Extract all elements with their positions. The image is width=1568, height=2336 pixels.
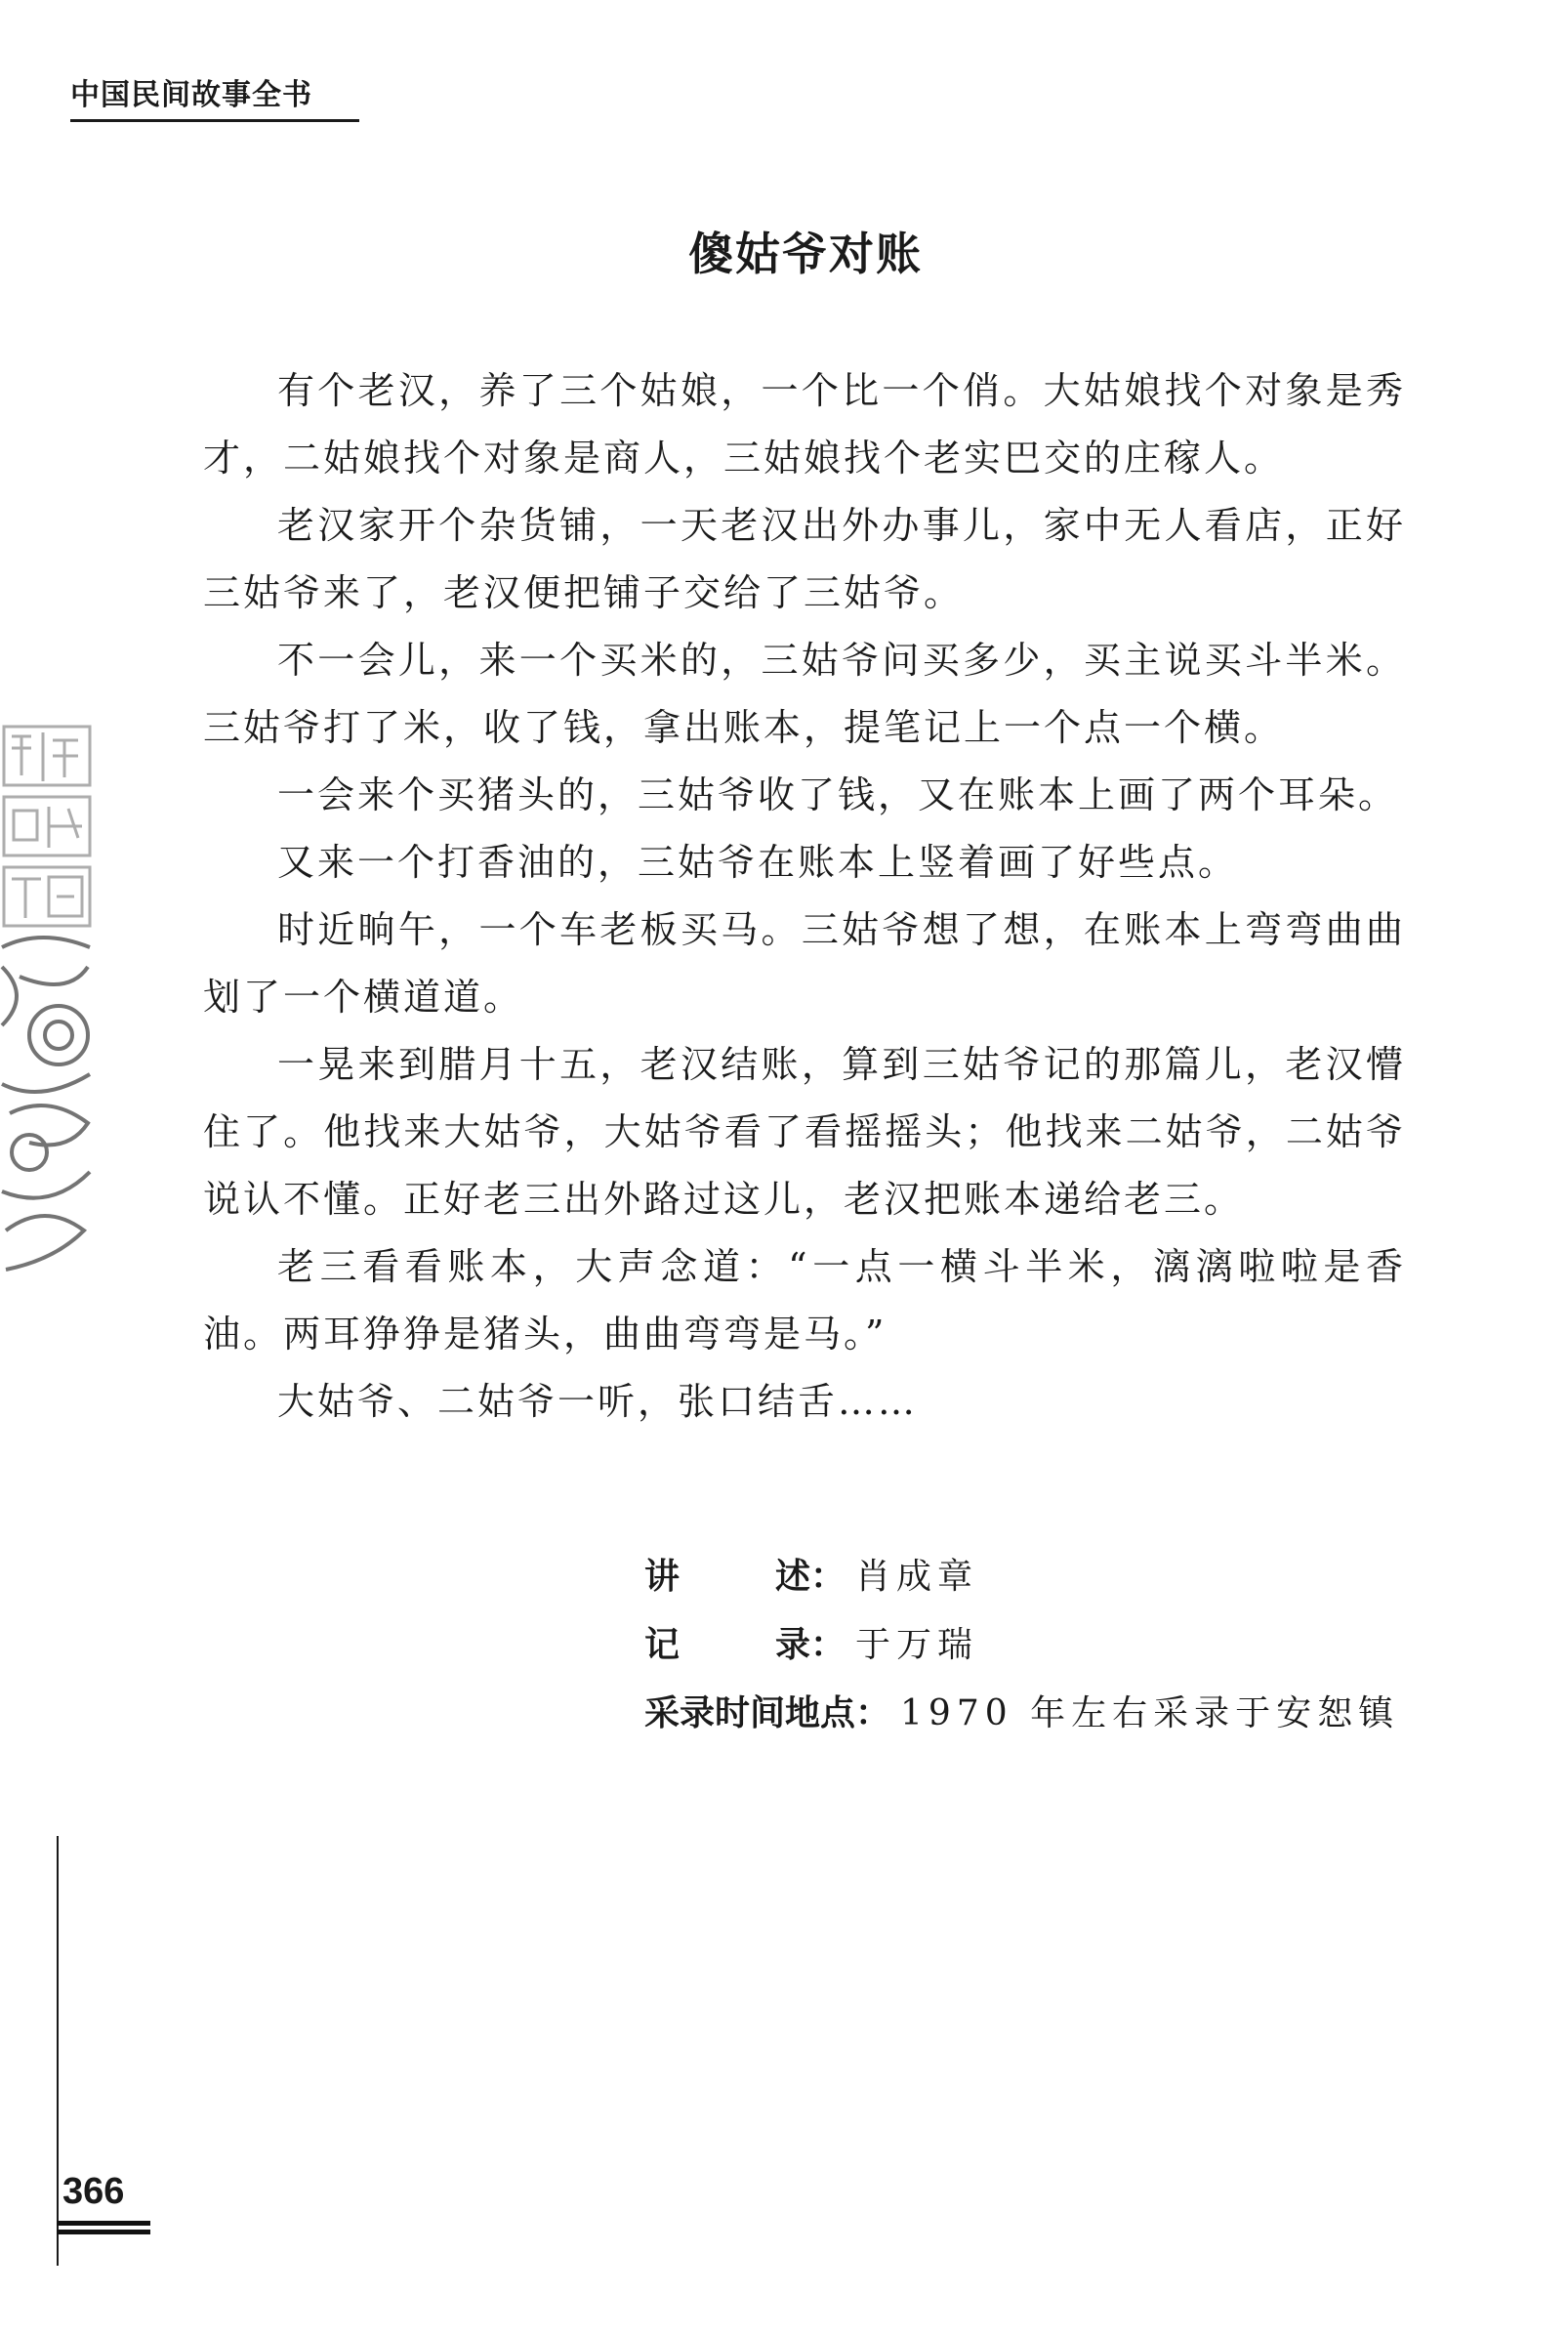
- page-number-bars: [57, 2221, 150, 2238]
- story-title: 傻姑爷对账: [688, 228, 923, 280]
- paragraph: 老三看看账本，大声念道：“一点一横斗半米，漓漓啦啦是香油。两耳狰狰是猪头，曲曲弯弯是马。”: [203, 1245, 1406, 1356]
- paragraph: 时近晌午，一个车老板买马。三姑爷想了想，在账本上弯弯曲曲划了一个横道道。: [203, 908, 1406, 1019]
- paragraph: 老汉家开个杂货铺，一天老汉出外办事儿，家中无人看店，正好三姑爷来了，老汉便把铺子交给了三姑爷。: [203, 504, 1406, 614]
- credits-block: [644, 1543, 1425, 1748]
- recorder-name: 于万瑞: [855, 1625, 979, 1665]
- margin-rule: [57, 1836, 59, 2266]
- page-number: 366: [62, 2171, 125, 2212]
- narrator-label: 讲 述: [644, 1557, 810, 1597]
- credit-time-place: [644, 1680, 1425, 1748]
- running-header: 中国民间故事全书: [70, 79, 312, 111]
- header-underline: [70, 119, 359, 122]
- credit-colon: ：: [810, 1557, 846, 1597]
- paragraph: 有个老汉，养了三个姑娘，一个比一个俏。大姑娘找个对象是秀才，二姑娘找个对象是商人，三姑娘找个老实巴交的庄稼人。: [203, 369, 1406, 480]
- paragraph: 一晃来到腊月十五，老汉结账，算到三姑爷记的那篇儿，老汉懵住了。他找来大姑爷，大姑爷看了看摇摇头；他找来二姑爷，二姑爷说认不懂。正好老三出外路过这儿，老汉把账本递给老三。: [203, 1043, 1406, 1221]
- credit-recorder: [644, 1611, 1425, 1680]
- bar: [57, 2221, 150, 2226]
- paragraph: 一会来个买猪头的，三姑爷收了钱，又在账本上画了两个耳朵。: [277, 773, 1399, 816]
- narrator-name: 肖成章: [855, 1557, 979, 1597]
- paragraph: 又来一个打香油的，三姑爷在账本上竖着画了好些点。: [277, 841, 1239, 884]
- paragraph: 大姑爷、二姑爷一听，张口结舌……: [277, 1380, 919, 1423]
- bar: [57, 2230, 150, 2234]
- paragraph: 不一会儿，来一个买米的，三姑爷问买多少，买主说买斗半米。三姑爷打了米，收了钱，拿出账本，提笔记上一个点一个横。: [203, 639, 1406, 749]
- side-ornament-icon: [0, 723, 102, 1299]
- story-body: [203, 357, 1406, 1436]
- credit-narrator: [644, 1543, 1425, 1611]
- time-place-label: 采录时间地点: [644, 1693, 856, 1733]
- credit-colon: ：: [810, 1625, 846, 1665]
- recorder-label: 记 录: [644, 1625, 810, 1665]
- credit-colon: ：: [855, 1693, 891, 1733]
- time-place-value: 1970 年左右采录于安恕镇: [900, 1693, 1400, 1733]
